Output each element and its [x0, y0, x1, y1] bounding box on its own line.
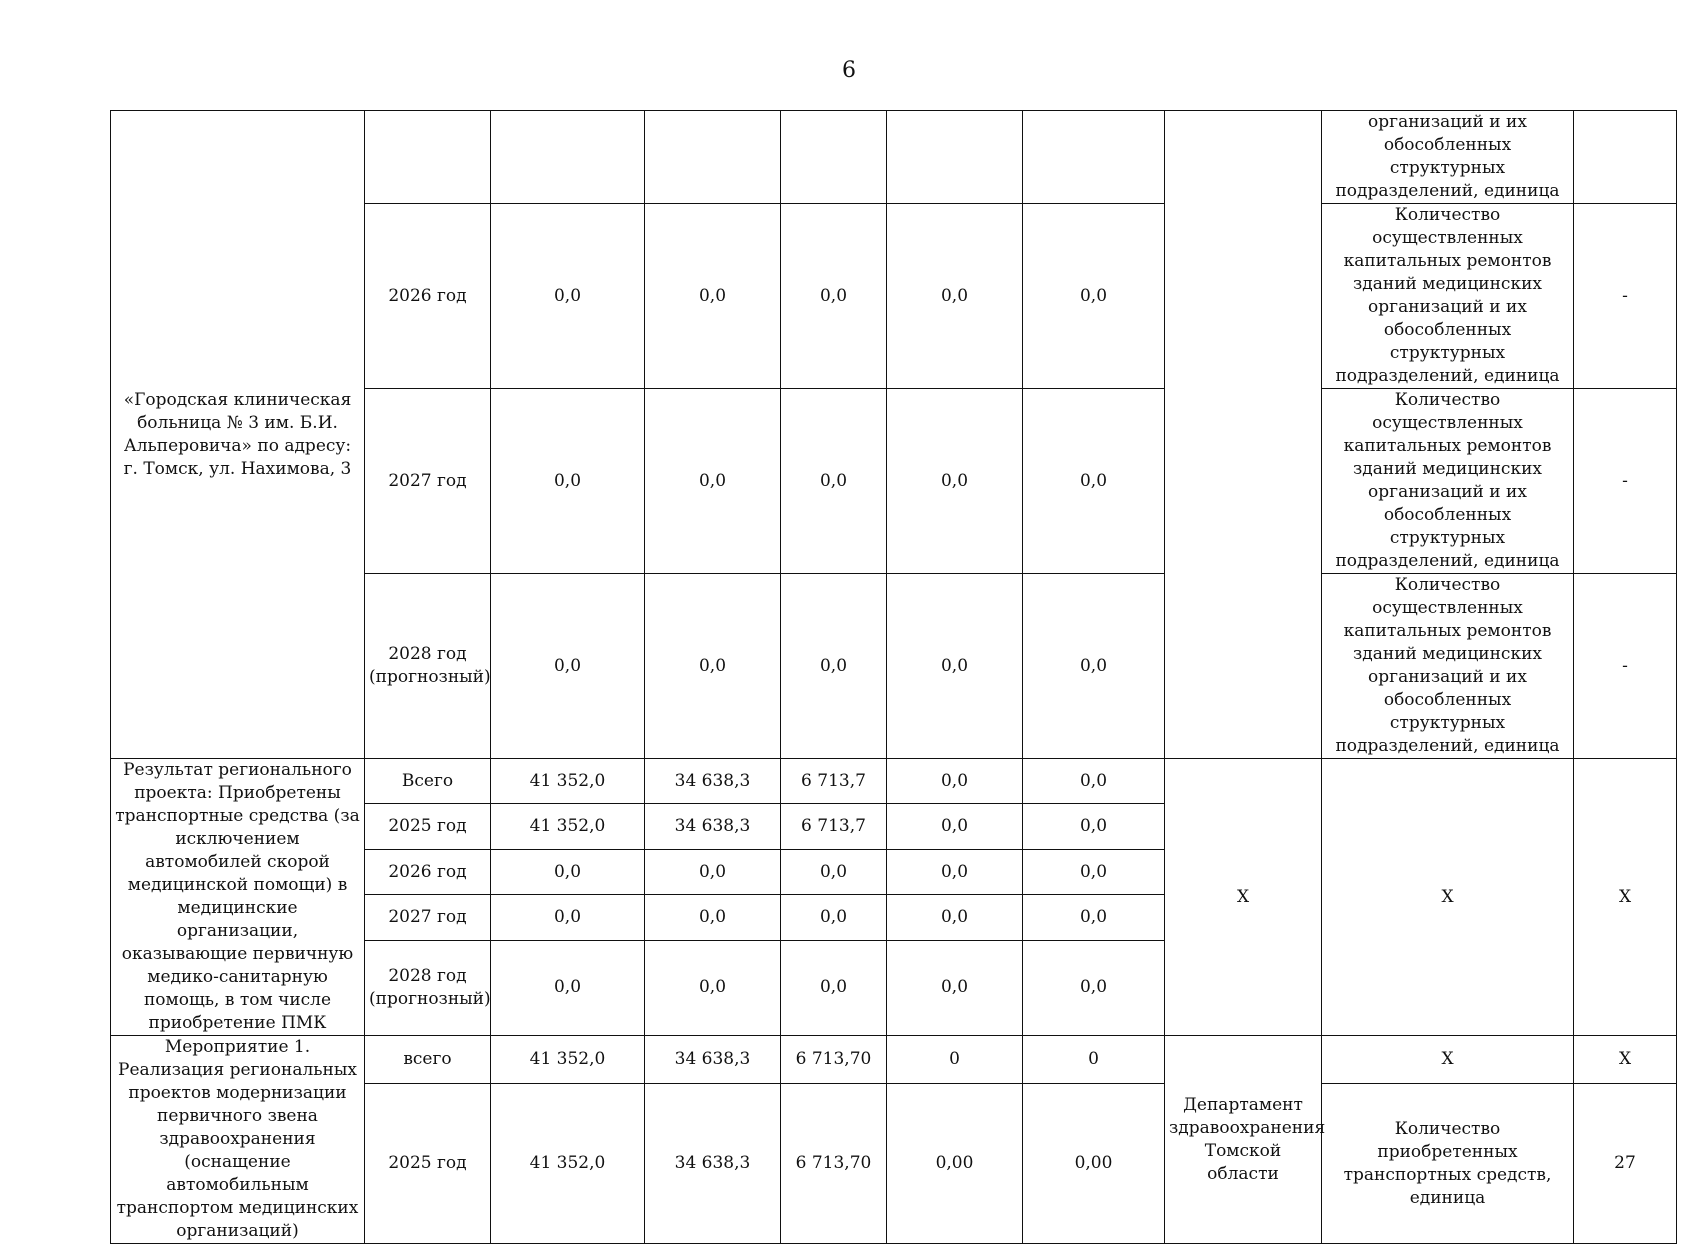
indicator-cell: X	[1322, 759, 1574, 1036]
indicator-value: -	[1574, 574, 1677, 759]
table-row: 2025 год 41 352,0 34 638,3 6 713,70 0,00 0,00 Количество приобретенных транспортных средств, единица 27	[111, 1084, 1677, 1244]
indicator-cell: X	[1322, 1036, 1574, 1084]
executor-cell: X	[1165, 759, 1322, 1036]
indicator-cell: организаций и их обособленных структурных подразделений, единица	[1322, 111, 1574, 204]
table-row: 2026 год 0,0 0,0 0,0 0,0 0,0	[111, 849, 1677, 894]
table-row: 2028 год (прогнозный) 0,0 0,0 0,0 0,0 0,0 Количество осуществленных капитальных ремонтов зданий медицинских организаций и их обособленных структурных подразделений, единица -	[111, 574, 1677, 759]
executor-cell	[1165, 111, 1322, 759]
indicator-value: 27	[1574, 1084, 1677, 1244]
table-row: 2027 год 0,0 0,0 0,0 0,0 0,0	[111, 895, 1677, 940]
program-table	[110, 110, 1677, 1244]
indicator-value: X	[1574, 759, 1677, 1036]
measure-name-cell: Мероприятие 1. Реализация региональных проектов модернизации первичного звена здравоохранения (оснащение автомобильным транспортом медицинских организаций)	[111, 1036, 365, 1244]
result-name-cell: Результат регионального проекта: Приобретены транспортные средства (за исключением автомобилей скорой медицинской помощи) в медицинские организации, оказывающие первичную медико-санитарную помощь, в том числе приобретение ПМК	[111, 759, 365, 1036]
indicator-cell: Количество осуществленных капитальных ремонтов зданий медицинских организаций и их обособленных структурных подразделений, единица	[1322, 574, 1574, 759]
table-row: 2025 год 41 352,0 34 638,3 6 713,7 0,0 0,0	[111, 804, 1677, 849]
table-row: Результат регионального проекта: Приобретены транспортные средства (за исключением автомобилей скорой медицинской помощи) в медицинские организации, оказывающие первичную медико-санитарную помощь, в том числе приобретение ПМК Всего 41 352,0 34 638,3 6 713,7 0,0 0,0 X X X	[111, 759, 1677, 804]
indicator-value: -	[1574, 389, 1677, 574]
indicator-value: X	[1574, 1036, 1677, 1084]
indicator-cell: Количество приобретенных транспортных средств, единица	[1322, 1084, 1574, 1244]
page-number: 6	[842, 58, 856, 83]
table-row: 2027 год 0,0 0,0 0,0 0,0 0,0 Количество осуществленных капитальных ремонтов зданий медицинских организаций и их обособленных структурных подразделений, единица -	[111, 389, 1677, 574]
table-row	[111, 111, 1677, 204]
indicator-value: -	[1574, 204, 1677, 389]
table-row: Мероприятие 1. Реализация региональных проектов модернизации первичного звена здравоохранения (оснащение автомобильным транспортом медицинских организаций) всего 41 352,0 34 638,3 6 713,70 0 0 Департамент здравоохранения Томской области X X	[111, 1036, 1677, 1084]
object-name-cell: «Городская клиническая больница № 3 им. Б.И. Альперовича» по адресу: г. Томск, ул. Нахимова, 3	[111, 111, 365, 759]
indicator-cell: Количество осуществленных капитальных ремонтов зданий медицинских организаций и их обособленных структурных подразделений, единица	[1322, 204, 1574, 389]
executor-cell: Департамент здравоохранения Томской области	[1165, 1036, 1322, 1244]
table-row: 2028 год (прогнозный) 0,0 0,0 0,0 0,0 0,0	[111, 940, 1677, 1035]
indicator-cell: Количество осуществленных капитальных ремонтов зданий медицинских организаций и их обособленных структурных подразделений, единица	[1322, 389, 1574, 574]
table-row: 2026 год 0,0 0,0 0,0 0,0 0,0 Количество осуществленных капитальных ремонтов зданий медицинских организаций и их обособленных структурных подразделений, единица -	[111, 204, 1677, 389]
